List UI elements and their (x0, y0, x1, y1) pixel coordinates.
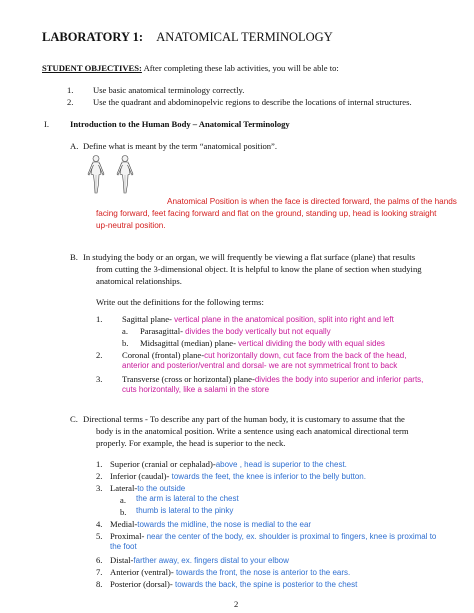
part-c-line-3: properly. For example, the head is superior to the neck. (96, 438, 286, 448)
part-a-question: Define what is meant by the term “anatomical position”. (83, 141, 278, 151)
lab-topic: ANATOMICAL TERMINOLOGY (156, 30, 333, 44)
b-item-1b-letter: b. (122, 338, 129, 348)
c-item-6-answer: farther away, ex. fingers distal to your elbow (133, 556, 289, 565)
c-item-5-answer: near the center of the body, ex. shoulder is proximal to fingers, knee is proximal to (144, 532, 437, 541)
b-item-1-number: 1. (96, 314, 103, 324)
c-item-5 (110, 530, 436, 543)
c-item-7-number: 7. (96, 567, 103, 577)
part-a-answer-line-3: up-neutral position. (96, 221, 166, 230)
c-item-3a-answer: the arm is lateral to the chest (136, 494, 239, 503)
c-item-1-answer: above , head is superior to the chest. (215, 460, 347, 469)
part-c-label: C. (70, 414, 78, 424)
objectives-line (42, 62, 339, 74)
c-item-1-number: 1. (96, 459, 103, 469)
part-c-line-1: Directional terms - To describe any part of the human body, it is customary to assume that the (83, 414, 405, 424)
b-item-3-number: 3. (96, 374, 103, 384)
c-item-2-answer: towards the feet, the knee is inferior to the belly button. (169, 472, 366, 481)
c-item-8-term: Posterior (dorsal)- (110, 579, 173, 589)
b-item-1b-answer: vertical dividing the body with equal sides (235, 339, 385, 348)
part-b-label: B. (70, 252, 78, 262)
objective-1-number: 1. (67, 85, 74, 95)
objective-2-text: Use the quadrant and abdominopelvic regions to describe the locations of internal structures. (93, 97, 412, 107)
objectives-label: STUDENT OBJECTIVES: (42, 63, 142, 73)
c-item-4-number: 4. (96, 519, 103, 529)
part-b-prompt: Write out the definitions for the following terms: (96, 297, 264, 307)
b-item-3-answer: divides the body into superior and inferior parts, (254, 375, 424, 384)
c-item-3-number: 3. (96, 483, 103, 493)
c-item-5-answer-cont: the foot (110, 542, 137, 551)
section-title: Introduction to the Human Body – Anatomical Terminology (70, 119, 290, 129)
objectives-intro: After completing these lab activities, you will be able to: (141, 63, 339, 73)
b-item-3-answer-cont: cuts horizontally, like a salami in the store (122, 385, 270, 394)
anatomical-position-figure (80, 154, 142, 194)
c-item-6-term: Distal- (110, 555, 134, 565)
objective-1-text: Use basic anatomical terminology correctly. (93, 85, 245, 95)
b-item-2-number: 2. (96, 350, 103, 360)
lab-colon: : (138, 30, 144, 44)
b-item-1a-answer: divides the body vertically but not equally (182, 327, 331, 336)
part-a-answer-line-2: facing forward, feet facing forward and flat on the ground, standing up, head is looking straight (96, 209, 437, 218)
b-item-2-term: Coronal (frontal) plane- (122, 350, 205, 360)
b-item-2-answer-cont: anterior and posterior/ventral and dorsal- we are not symmetrical front to back (122, 361, 398, 370)
part-c-line-2: body is in the anatomical position. Write a sentence using each anatomical directional term (96, 426, 409, 436)
c-item-8 (110, 578, 357, 591)
c-item-5-number: 5. (96, 531, 103, 541)
b-item-1b-term: Midsagittal (median) plane- (140, 338, 236, 348)
objective-2-number: 2. (67, 97, 74, 107)
b-item-1-term: Sagittal plane- (122, 314, 172, 324)
c-item-1-term: Superior (cranial or cephalad)- (110, 459, 216, 469)
c-item-3-term: Lateral- (110, 483, 138, 493)
c-item-4-answer: towards the midline, the nose is medial to the ear (137, 520, 312, 529)
b-item-1a-term: Parasagittal- (140, 326, 183, 336)
c-item-6-number: 6. (96, 555, 103, 565)
b-item-1a-letter: a. (122, 326, 128, 336)
c-item-3-answer: to the outside (137, 484, 186, 493)
section-number: I. (44, 119, 50, 129)
c-item-4-term: Medial- (110, 519, 138, 529)
part-a-answer-line-1: Anatomical Position is when the face is directed forward, the palms of the hands (167, 197, 457, 206)
c-item-3a-letter: a. (120, 495, 126, 505)
lab-number: LABORATORY 1 (42, 30, 139, 44)
part-a-label: A. (70, 141, 79, 151)
c-item-7-term: Anterior (ventral)- (110, 567, 174, 577)
b-item-3-term: Transverse (cross or horizontal) plane- (122, 374, 255, 384)
part-b-line-3: anatomical relationships. (96, 276, 182, 286)
c-item-2-term: Inferior (caudal)- (110, 471, 170, 481)
b-item-1-answer: vertical plane in the anatomical position, split into right and left (171, 315, 394, 324)
c-item-8-answer: towards the back, the spine is posterior to the chest (172, 580, 358, 589)
c-item-3b-letter: b. (120, 507, 127, 517)
c-item-3b-answer: thumb is lateral to the pinky (136, 506, 234, 515)
c-item-2-number: 2. (96, 471, 103, 481)
part-b-line-1: In studying the body or an organ, we will frequently be viewing a flat surface (plane) that results (83, 252, 416, 262)
b-item-2-answer: cut horizontally down, cut face from the back of the head, (204, 351, 407, 360)
c-item-5-term: Proximal- (110, 531, 145, 541)
part-b-line-2: from cutting the 3-dimensional object. It is helpful to know the plane of section when studying (96, 264, 422, 274)
page-number: 2 (234, 599, 239, 609)
lab-heading (42, 30, 333, 45)
c-item-7-answer: towards the front, the nose is anterior to the ears. (173, 568, 351, 577)
c-item-8-number: 8. (96, 579, 103, 589)
